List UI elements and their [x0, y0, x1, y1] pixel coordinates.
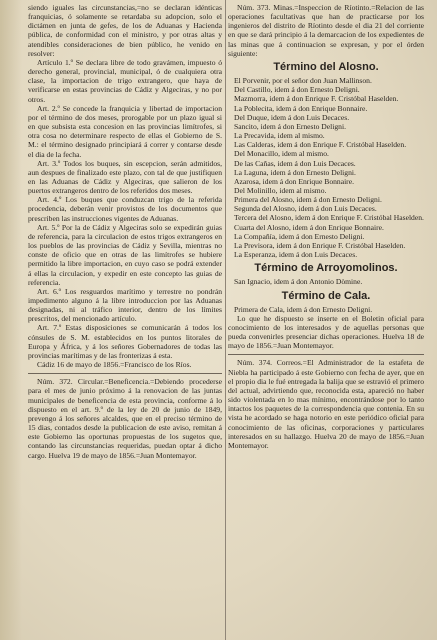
right-column	[228, 3, 424, 450]
list-item: El Porvenir, por el señor don Juan Mallinson.	[234, 76, 372, 86]
list-item: Segunda del Alosno, idem á don Luis Decaces.	[234, 204, 377, 214]
mine-list-alosno	[228, 76, 424, 259]
list-item: La Laguna, idem á don Ernesto Deligni.	[234, 167, 356, 177]
list-item: Las Calderas, idem á don Enrique F. Cristóbal Haselden.	[234, 140, 407, 150]
page-edge-shadow	[0, 0, 22, 640]
list-item: Del Molinillo, idem al mismo.	[234, 185, 327, 195]
list-item: De las Cañas, idem á don Luis Decaces.	[234, 158, 356, 168]
list-item: Del Monacillo, idem al mismo.	[234, 149, 329, 159]
separator-line	[28, 373, 222, 374]
list-item: Primera de Cala, idem á don Ernesto Deligni.	[234, 304, 373, 314]
paragraph-article-3: Art. 3.º Todos los buques, sin escepcion, serán admitidos, aun despues de finalizado este plazo, con tal de que justifiquen en las Aduanas de Cádiz y Algeciras, que salieron de los puertos extrangeros dentro de los referidos dos meses.	[28, 158, 222, 196]
notice-373: Núm. 373. Minas.=Inspeccion de Ríotinto.=Relacion de las operaciones facultativas que han de practicarse por los ingenieros del distrito de Ríotinto desde el dia 21 del corriente en que se dará principio á la demarcacion de los expedientes de las minas que á continuacion se expresan, y por el órden siguiente:	[228, 3, 424, 58]
list-item: La Esperanza, idem á don Luis Decaces.	[234, 250, 358, 260]
list-item: San Ignacio, idem á don Antonio Dòmine.	[234, 277, 363, 287]
paragraph-article-2: Art. 2.º Se concede la franquicia y libertad de importacion por el término de dos meses, prorogable por un plazo igual si en que subsista esta concesion en las provincias limítrofes, si otra cosa no determinare respecto de ellas el Gobierno de S. M.: el término designado principiará á correr y contarse desde el dia de la fecha.	[28, 103, 222, 159]
list-item: La Previsora, idem á don Enrique F. Cristóbal Haselden.	[234, 240, 406, 250]
paragraph-article-4: Art. 4.º Los buques que conduzcan trigo de la referida procedencia, deberán venir provistos de los documentos que prescriben las instrucciones vigentes de Aduanas.	[28, 195, 222, 223]
separator-line	[228, 354, 424, 355]
list-item: Del Castillo, idem á don Ernesto Deligni.	[234, 85, 360, 95]
left-column	[28, 3, 222, 460]
list-item: La Compañía, idem á don Ernesto Deligni.	[234, 231, 365, 241]
list-item: La Precavida, idem al mismo.	[234, 131, 325, 141]
paragraph-article-5: Art. 5.º Por la de Cádiz y Algeciras solo se expedirán guias de referencia, para la circulacion de estos trigos extrangeros en los pueblos de las provincias de Cádiz y Sevilla, mientras no conste de oficio que en otras de las limítrofes se hubiere permitido la libre importacion, en cuyo caso se podrá extender á ellas la circulacion, y expedir en este concepto las guias de referencia.	[28, 222, 222, 287]
cala-closing-text: Lo que he dispuesto se inserte en el Boletin oficial para conocimiento de los interesados y de aquellas personas que pueda convenirles presenciar dichas operaciones. Huelva 18 de mayo de 1856.=Juan Montemayor.	[228, 313, 424, 351]
section-title-alosno: Término del Alosno.	[273, 60, 379, 73]
section-title-arroyomolinos: Término de Arroyomolinos.	[254, 262, 398, 275]
section-title-cala: Término de Cala.	[281, 289, 371, 302]
paragraph-article-6: Art. 6.º Los resguardos marítimo y terrestre no pondrán impedimento alguno á la libre introduccion por las Aduanas designadas, ni al tráfico interior, dentro de los límites prescritos, del mencionado artículo.	[28, 286, 222, 324]
mine-list-cala	[228, 305, 424, 314]
column-divider	[225, 0, 226, 640]
list-item: La Poblecita, idem á don Enrique Bonnaire.	[234, 103, 368, 113]
notice-374: Núm. 374. Correos.=El Administrador de la estafeta de Niebla ha participado á este Gobierno con fecha de ayer, que en el propio dia le fué entregada la balija que se estravió el primero del actual, advirtiendo que, reconocida esta, apareció no haber sido violentada en lo mas mínimo, encontrándose por lo tanto intactos los paquetes de la correspondencia que contenia. En su vista he acordado se haga notorio en este periódico oficial para conocimiento de las oficinas, corporaciones y particulares interesados en su hallazgo. Huelva 20 de mayo de 1856.=Juan Montemayor.	[228, 358, 424, 450]
mine-list-arroyomolinos	[228, 277, 424, 286]
list-item: Tercera del Alosno, idem á don Enrique F. Cristóbal Haselden.	[234, 213, 424, 223]
list-item: Sancito, idem á don Ernesto Deligni.	[234, 121, 346, 131]
closing-signature: Cádiz 16 de mayo de 1856.=Francisco de los Ríos.	[37, 360, 192, 370]
list-item: Del Duque, idem á don Luis Decaces.	[234, 112, 350, 122]
list-item: Cuarta del Alosno, idem á don Enrique Bonnaire.	[234, 222, 384, 232]
paragraph-article-7: Art. 7.º Estas disposiciones se comunicarán á todos los cónsules de S. M. establecidos en los puntos litorales de Europa y África, y á los señores Gobernadores de todas las provincias marítimas y de las fronterizas á esta.	[28, 323, 222, 360]
list-item: Primera del Alosno, idem á don Ernesto Deligni.	[234, 195, 382, 205]
paragraph-article-1: Artículo 1.º Se declara libre de todo gravámen, impuesto ó derecho general, provincial, municipal, ó de cualquiera otra clase, la importacion de trigo extrangero, que haya de verificarse en estas provincias de Cádiz y Algeciras, y no por otros.	[28, 57, 222, 104]
list-item: Mazmorra, idem á don Enrique F. Cristóbal Haselden.	[234, 94, 399, 104]
notice-372: Núm. 372. Circular.=Beneficencia.=Debiendo procederse para el mes de junio próximo á la renovacion de las juntas municipales de beneficencia de esta provincia, conforme á lo dispuesto en el art. 9.º de la ley de 20 de junio de 1849, prevengo á los señores alcaldes, que en el preciso término de 15 dias, contados desde la publicacion de este aviso, remitan á este Gobierno las oportunas propuestas de los sugetos que, contando las circunstancias requeridas, puedan optar á dicho cargo. Huelva 19 de mayo de 1856.=Juan Montemayor.	[28, 377, 222, 460]
paragraph-intro: siendo iguales las circunstancias,=no se declaran idénticas franquicias, ó solamente se retardaba su adopcion, solo el dictámen en junta de gefes, de los de Aduanas y Hacienda pública, de conformidad con el ministro, y por otras altas y atendibles consideraciones de bien público, he venido en resolver:	[28, 3, 222, 58]
list-item: Azarosa, idem á don Enrique Bonnaire.	[234, 176, 354, 186]
